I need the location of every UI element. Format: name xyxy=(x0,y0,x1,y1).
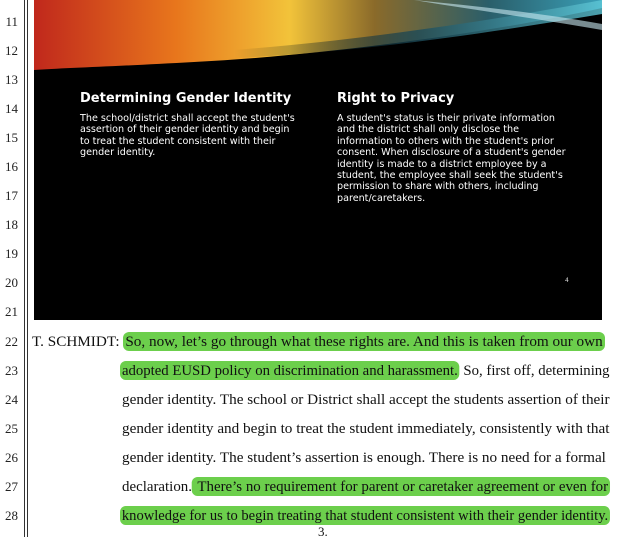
highlighted-text: There’s no requirement for parent or caretaker agreement or even for xyxy=(193,478,609,495)
line-number: 17 xyxy=(5,188,18,203)
line-number: 11 xyxy=(5,14,18,29)
slide-heading-privacy: Right to Privacy xyxy=(337,91,455,106)
line-number: 16 xyxy=(5,159,18,174)
line-number: 18 xyxy=(5,217,18,232)
slide-body-gender-identity: The school/district shall accept the student's assertion of their gender identity and begin to treat the student consistent with their gender identity. xyxy=(80,113,295,159)
line-number: 23 xyxy=(5,363,18,378)
transcript-line-23: adopted EUSD policy on discrimination and harassment. So, first off, determining xyxy=(121,362,610,379)
page-footer-number: 3. xyxy=(318,524,328,539)
margin-rule xyxy=(24,0,25,537)
line-number: 20 xyxy=(5,275,18,290)
line-number: 21 xyxy=(5,304,18,319)
transcript-line-24: gender identity. The school or District shall accept the students assertion of their xyxy=(122,391,610,408)
highlighted-text: knowledge for us to begin treating that student consistent with their gender identity. xyxy=(121,507,609,524)
highlighted-text: adopted EUSD policy on discrimination and harassment. xyxy=(121,362,458,379)
line-number: 24 xyxy=(5,392,18,407)
line-number: 25 xyxy=(5,421,18,436)
slide-header-swoosh xyxy=(34,0,602,80)
speaker-name: T. SCHMIDT: xyxy=(32,333,120,350)
transcript-line-26: gender identity. The student’s assertion is enough. There is no need for a formal xyxy=(122,449,606,466)
line-number: 28 xyxy=(5,508,18,523)
slide-body-privacy: A student's status is their private information and the district shall only disclose the information to others with the student's prior consent. When disclosure of a student's gender identity is made to a district employee by a student, the employee shall seek the student's permission to share with others, including parent/caretakers. xyxy=(337,113,566,204)
line-number: 26 xyxy=(5,450,18,465)
line-number: 12 xyxy=(5,43,18,58)
slide-heading-gender-identity: Determining Gender Identity xyxy=(80,91,292,106)
line-number: 22 xyxy=(5,334,18,349)
line-number: 15 xyxy=(5,130,18,145)
transcript-line-22 xyxy=(32,333,605,351)
presentation-slide xyxy=(34,0,602,320)
line-number: 27 xyxy=(5,479,18,494)
line-number: 13 xyxy=(5,72,18,87)
line-number: 14 xyxy=(5,101,18,116)
margin-rule xyxy=(27,0,28,537)
line-number: 19 xyxy=(5,246,18,261)
transcript-line-27: declaration. There’s no requirement for parent or caretaker agreement or even for xyxy=(122,478,609,495)
transcript-line-25: gender identity and begin to treat the student immediately, consistently with that xyxy=(122,420,610,437)
slide-page-number: 4 xyxy=(565,277,569,284)
highlighted-text: So, now, let’s go through what these rights are. And this is taken from our own xyxy=(125,333,603,350)
transcript-line-28 xyxy=(120,507,610,525)
